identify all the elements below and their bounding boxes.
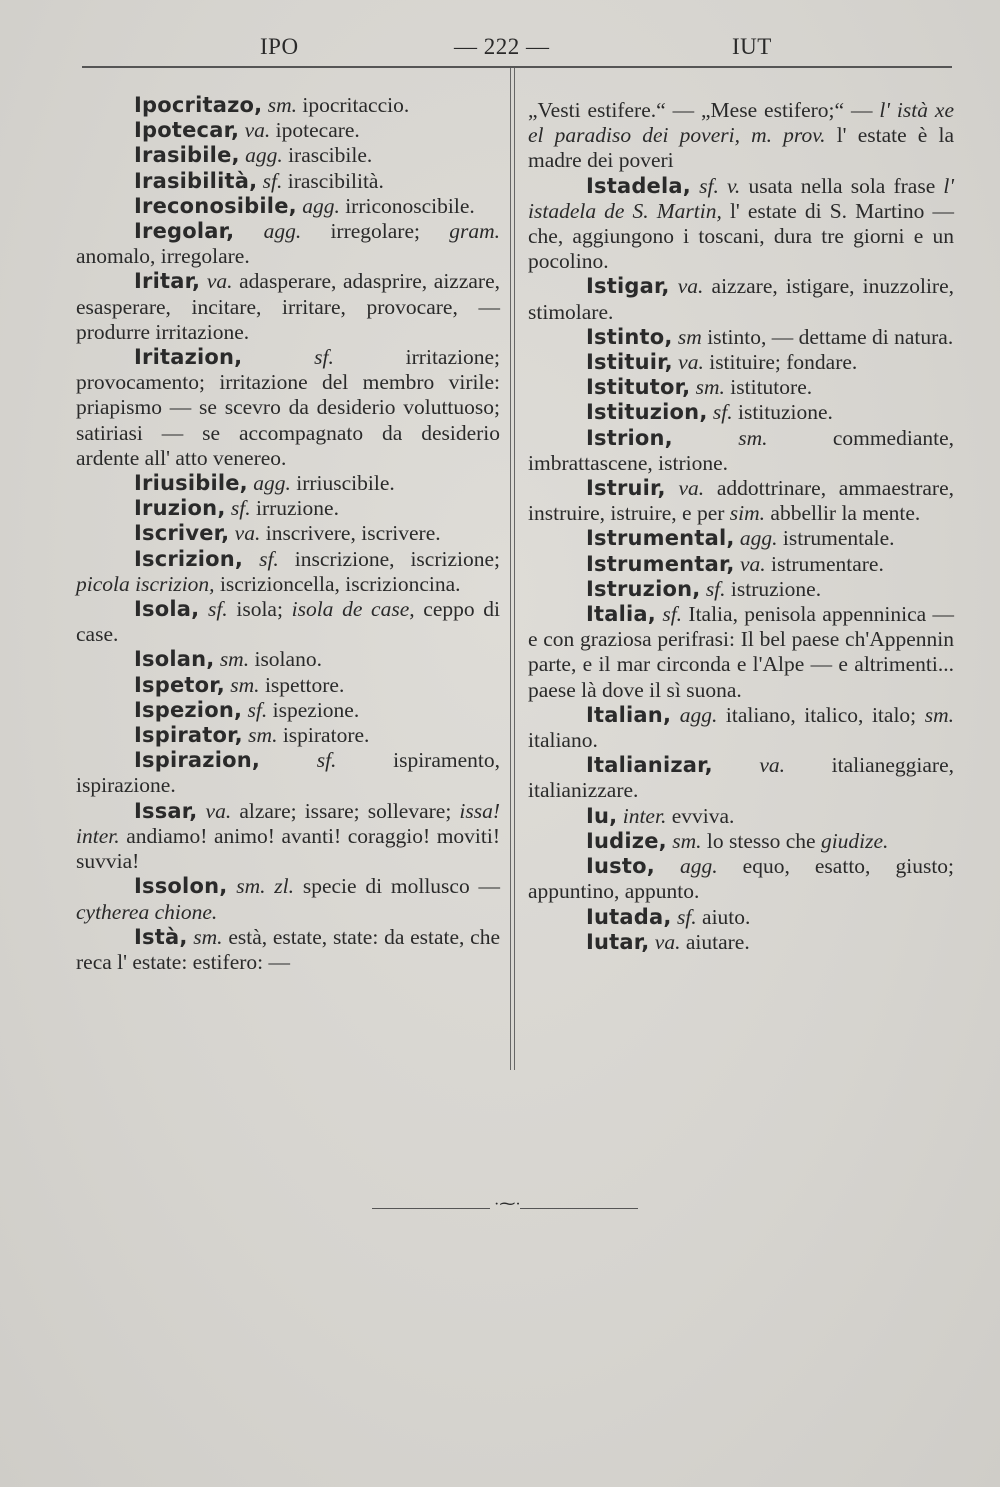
entry-headword: Isolan, (134, 647, 215, 672)
entry-definition: commediante, imbrattascene, istrione. (528, 425, 955, 475)
entry-headword: Ispezion, (134, 697, 243, 722)
entry-headword: Ispetor, (134, 672, 225, 697)
grammar-label: va. (244, 118, 271, 143)
dictionary-entry (528, 930, 954, 955)
grammar-label: sm (677, 324, 702, 349)
entry-definition: ispezione. (272, 697, 360, 722)
grammar-label: sf. (230, 496, 251, 521)
italic-phrase: l' istadela de S. Martin, (528, 173, 954, 223)
dictionary-entry (528, 905, 954, 930)
dictionary-entry (528, 174, 954, 275)
dictionary-entry (76, 194, 500, 219)
dictionary-entry (76, 345, 500, 471)
dictionary-entry (76, 143, 500, 168)
entry-headword: Istituzion, (586, 400, 708, 425)
ornament-flourish: ·⁓· (494, 1196, 521, 1213)
entry-headword: Iusto, (586, 854, 655, 879)
entry-definition: Italia, penisola appenninica — e con graziosa perifrasi: Il bel paese ch'Appennin parte, e il mar circonda e l'Alpe — e altrimenti... paese là dove il sì suona. (528, 602, 955, 702)
entry-definition: italiano, italico, italo; (725, 702, 925, 727)
entry-headword: Iutar, (586, 929, 650, 954)
grammar-label: sm. (219, 647, 250, 672)
italic-phrase: issa! inter. (76, 798, 501, 848)
italic-phrase: sim. (729, 501, 766, 526)
entry-headword: Istruir, (586, 476, 666, 501)
entry-definition: adasperare, adasprire, aizzare, esasperare, incitare, irritare, provocare, — produrre irritazione. (76, 269, 500, 344)
dictionary-entry (528, 602, 954, 703)
entry-definition: inscrivere, iscrivere. (265, 521, 441, 546)
grammar-label: va. (739, 551, 766, 576)
entry-headword: Iudize, (586, 828, 667, 853)
entry-definition: aizzare, istigare, inuzzolire, stimolare. (528, 274, 954, 324)
dictionary-entry (76, 93, 500, 118)
dictionary-entry (528, 375, 954, 400)
dictionary-entry (528, 400, 954, 425)
entry-definition: istrumentare. (771, 551, 884, 576)
grammar-label: sf. (662, 602, 683, 627)
grammar-label: va. (654, 929, 681, 954)
grammar-label: sf. (314, 345, 334, 370)
entry-definition: ipocritaccio. (302, 93, 410, 117)
italic-phrase: sm. (924, 702, 954, 727)
entry-headword: Istruzion, (586, 576, 701, 601)
entry-definition: irriuscibile. (296, 471, 395, 496)
dictionary-entry (528, 476, 954, 526)
entry-definition: aiutare. (685, 929, 750, 954)
entry-definition: aiuto. (702, 904, 751, 929)
dictionary-entry (76, 874, 500, 924)
grammar-label: sm. zl. (236, 874, 295, 899)
grammar-label: sf. (262, 168, 283, 193)
dictionary-entry (76, 647, 500, 672)
grammar-label: sm. (738, 425, 768, 450)
entry-definition: irruzione. (255, 496, 339, 521)
entry-headword: Ireconosibile, (134, 193, 297, 218)
grammar-label: sf. (705, 576, 726, 601)
italic-phrase: picola iscrizion, (76, 571, 215, 596)
grammar-label: inter. (622, 803, 667, 828)
entry-definition: isola; (236, 597, 292, 622)
grammar-label: agg. (739, 526, 778, 551)
grammar-label: sm. (230, 672, 260, 697)
entry-definition: evviva. (671, 803, 735, 828)
grammar-label: va. (234, 521, 261, 546)
entry-headword: Iriusibile, (134, 471, 248, 496)
entry-definition: italianeggiare, italianizzare. (528, 753, 955, 803)
grammar-label: va. (677, 274, 704, 299)
entry-headword: Iu, (586, 803, 618, 828)
grammar-label: agg. (679, 854, 718, 879)
dictionary-entry (76, 471, 500, 496)
entry-definition: irriconoscibile. (345, 193, 475, 218)
entry-headword: Iritar, (134, 269, 201, 294)
entry-headword: Issolon, (134, 874, 228, 899)
dictionary-entry (528, 804, 954, 829)
italic-phrase: cytherea chione. (76, 899, 218, 924)
entry-definition: istrumentale. (782, 526, 895, 551)
entry-headword: Isola, (134, 597, 200, 622)
grammar-label: va. (206, 269, 233, 294)
grammar-label: va. (678, 476, 705, 501)
dictionary-entry (76, 169, 500, 194)
entry-definition: istitutore. (730, 375, 813, 400)
entry-definition: irritazione; provocamento; irritazione del membro virile: priapismo — se scevro da desiderio voluttuoso; satiriasi — se accompagnato da desiderio ardente all' atto venereo. (76, 345, 500, 470)
entry-definition: specie di mollusco — (302, 874, 501, 899)
column-divider (510, 68, 515, 1070)
grammar-label: agg. (245, 143, 283, 168)
entry-headword: Irasibile, (134, 143, 240, 168)
dictionary-entry (528, 426, 954, 476)
entry-headword: Istituir, (586, 350, 673, 375)
dictionary-entry (528, 577, 954, 602)
entry-headword: Iscriver, (134, 521, 230, 546)
dictionary-entry (76, 496, 500, 521)
italic-phrase: giudize. (820, 828, 889, 853)
ornament-line-right (520, 1208, 638, 1209)
grammar-label: va. (205, 798, 232, 823)
entry-definition: istituire; fondare. (709, 350, 858, 375)
dictionary-entry (528, 753, 954, 803)
grammar-label: sf. (259, 546, 279, 571)
entry-headword: Italianizar, (586, 753, 713, 778)
entry-headword: Istà, (134, 924, 188, 949)
grammar-label: sf. v. (699, 173, 741, 198)
grammar-label: va. (678, 350, 704, 375)
page-number: — 222 — (454, 34, 550, 59)
entry-headword: Iscrizion, (134, 546, 244, 571)
entry-definition: ispiramento, ispirazione. (76, 748, 500, 798)
dictionary-entry (76, 521, 500, 546)
dictionary-entry (76, 698, 500, 723)
dictionary-entry (76, 118, 500, 143)
dictionary-entry (528, 703, 954, 753)
entry-headword: Istrumental, (586, 526, 735, 551)
dictionary-entry (528, 325, 954, 350)
entry-definition: istinto, — dettame di natura. (707, 324, 954, 349)
entry-definition: addottrinare, ammaestrare, instruire, istruire, e per (528, 476, 954, 526)
dictionary-entry (528, 854, 954, 904)
italic-phrase: gram. (449, 219, 501, 244)
entry-headword: Istinto, (586, 324, 673, 349)
entry-definition: inscrizione, iscrizione; (294, 546, 501, 571)
entry-definition: istituzione. (737, 400, 833, 425)
dictionary-entry (76, 597, 500, 647)
dictionary-entry (76, 219, 500, 269)
page-header (84, 34, 950, 68)
header-right-guideword: IUT (732, 34, 772, 59)
grammar-label: sf. (676, 904, 697, 929)
grammar-label: agg. (263, 219, 302, 244)
entry-headword: Istrumentar, (586, 551, 735, 576)
italic-phrase: isola de case, (291, 597, 415, 622)
dictionary-entry (76, 723, 500, 748)
entry-headword: Italian, (586, 702, 672, 727)
left-column (76, 93, 500, 975)
entry-headword: Istitutor, (586, 375, 691, 400)
grammar-label: sf. (207, 597, 228, 622)
entry-headword: Ispirator, (134, 723, 243, 748)
grammar-label: agg. (302, 193, 340, 218)
entry-definition-cont: iscrizioncella, iscrizioncina. (214, 571, 461, 596)
continuation-text: „Vesti estifere.“ — „Mese estifero;“ — l' istà xe el paradiso dei poveri, m. prov. l' estate è la madre dei poveri (528, 98, 954, 173)
right-entries (528, 174, 954, 955)
dictionary-entry (76, 673, 500, 698)
grammar-label: sf. (316, 748, 337, 773)
grammar-label: sm. (695, 375, 725, 400)
entry-definition-cont: l' estate di S. Martino — che, aggiungono i toscani, dura tre giorni e un pocolino. (528, 198, 954, 274)
grammar-label: sf. (712, 400, 733, 425)
dictionary-entry (76, 748, 500, 798)
grammar-label: sm. (267, 93, 297, 117)
grammar-label: va. (759, 753, 786, 778)
end-ornament (372, 1196, 638, 1216)
grammar-label: agg. (253, 471, 291, 496)
entry-definition: alzare; issare; sollevare; (239, 798, 460, 823)
entry-headword: Irasibilità, (134, 168, 258, 193)
entry-definition: isolano. (254, 647, 322, 672)
dictionary-entry (76, 799, 500, 875)
entry-definition: usata nella sola frase (748, 173, 944, 198)
dictionary-entry (528, 552, 954, 577)
entry-headword: Istadela, (586, 173, 691, 198)
entry-definition: equo, esatto, giusto; appuntino, appunto. (528, 854, 955, 904)
entry-definition: ipotecare. (275, 118, 360, 143)
entry-definition-cont: abbellir la mente. (765, 501, 921, 526)
dictionary-entry (528, 350, 954, 375)
entry-definition-cont: anomalo, irregolare. (76, 244, 250, 269)
entry-definition: ispettore. (264, 672, 345, 697)
entry-headword: Iruzion, (134, 496, 226, 521)
entry-headword: Italia, (586, 602, 656, 627)
entry-definition: irascibilità. (287, 168, 384, 193)
entry-headword: Iritazion, (134, 345, 243, 370)
grammar-label: sm. (672, 828, 702, 853)
entry-headword: Ipocritazo, (134, 93, 263, 117)
header-rule (82, 66, 952, 68)
entry-definition: lo stesso che (706, 828, 821, 853)
entry-headword: Iutada, (586, 904, 672, 929)
dictionary-entry (528, 526, 954, 551)
dictionary-entry (76, 547, 500, 597)
entry-headword: Ipotecar, (134, 118, 240, 143)
entry-headword: Istrion, (586, 425, 673, 450)
entry-definition: irregolare; (330, 219, 450, 244)
dictionary-entry (76, 269, 500, 345)
ornament-line-left (372, 1208, 490, 1209)
entry-headword: Issar, (134, 798, 198, 823)
dictionary-entry (528, 829, 954, 854)
entry-definition-cont: italiano. (528, 728, 598, 753)
entry-definition: istruzione. (730, 576, 822, 601)
dictionary-entry (528, 274, 954, 324)
entry-definition: està, estate, state: da estate, che reca l' estate: estifero: — (76, 924, 501, 974)
header-left-guideword: IPO (260, 34, 299, 59)
grammar-label: sm. (248, 723, 278, 748)
entry-definition-cont: ceppo di case. (76, 597, 501, 647)
entry-definition-cont: andiamo! animo! avanti! coraggio! moviti! suvvia! (76, 823, 500, 874)
right-column (528, 98, 954, 955)
grammar-label: sm. (193, 924, 223, 949)
entry-headword: Istigar, (586, 274, 670, 299)
grammar-label: sf. (247, 697, 268, 722)
dictionary-entry (76, 925, 500, 975)
entry-definition: ispiratore. (282, 723, 370, 748)
entry-headword: Ispirazion, (134, 748, 261, 773)
entry-definition: irascibile. (288, 143, 373, 168)
grammar-label: agg. (679, 702, 718, 727)
entry-headword: Iregolar, (134, 219, 235, 244)
